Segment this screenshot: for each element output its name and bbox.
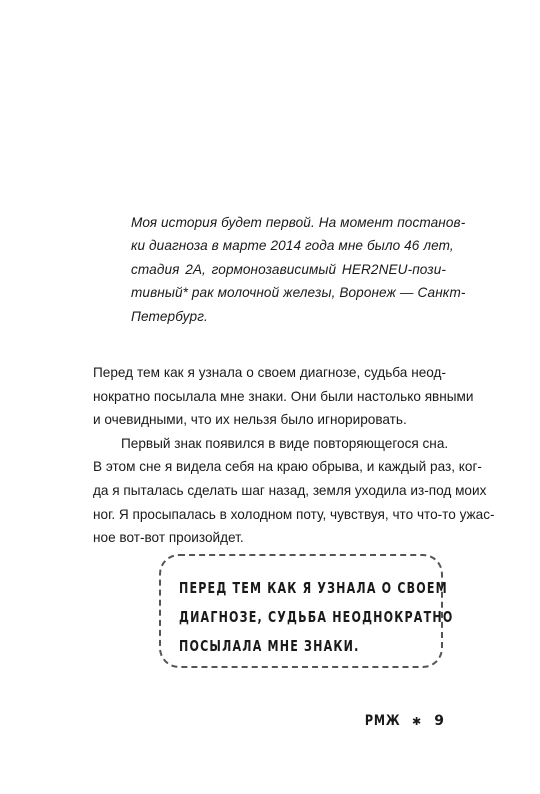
body-line: В этом сне я видела себя на краю обрыва, и каждый раз, ког- <box>93 459 482 475</box>
body-line: Перед тем как я узнала о своем диагнозе, судьба неод- <box>93 365 446 380</box>
pull-quote-line: ПЕРЕД ТЕМ КАК Я УЗНАЛА О СВОЕМ <box>179 579 448 597</box>
intro-line: ки диагноза в марте 2014 года мне было 46 лет, <box>131 238 454 254</box>
body-line: да я пыталась сделать шаг назад, земля уходила из-под моих <box>93 482 487 498</box>
intro-line: Петербург. <box>131 308 208 324</box>
body-line: и очевидными, что их нельзя было игнорировать. <box>93 412 407 428</box>
page-number: 9 <box>434 713 445 729</box>
pull-quote-line: ПОСЫЛАЛА МНЕ ЗНАКИ. <box>179 637 360 655</box>
intro-line: Моя история будет первой. На момент постанов- <box>131 215 466 230</box>
star-icon: ✱ <box>412 714 423 728</box>
intro-paragraph <box>131 211 466 328</box>
body-line: ног. Я просыпалась в холодном поту, чувствуя, что что-то ужас- <box>93 506 495 522</box>
intro-line: стадия 2А, гормонозависимый HER2NEU-пози- <box>131 261 446 277</box>
body-line: нократно посылала мне знаки. Они были настолько явными <box>93 388 474 404</box>
pull-quote-line: ДИАГНОЗЕ, СУДЬБА НЕОДНОКРАТНО <box>179 608 454 626</box>
body-line: ное вот-вот произойдет. <box>93 530 244 546</box>
pull-quote-text <box>179 574 454 661</box>
body-line: Первый знак появился в виде повторяющегося сна. <box>121 435 449 451</box>
running-section-title: РМЖ <box>364 713 401 729</box>
intro-line: тивный* рак молочной железы, Воронеж — Санкт- <box>131 285 466 301</box>
body-text <box>93 361 495 550</box>
page-footer <box>356 713 445 729</box>
